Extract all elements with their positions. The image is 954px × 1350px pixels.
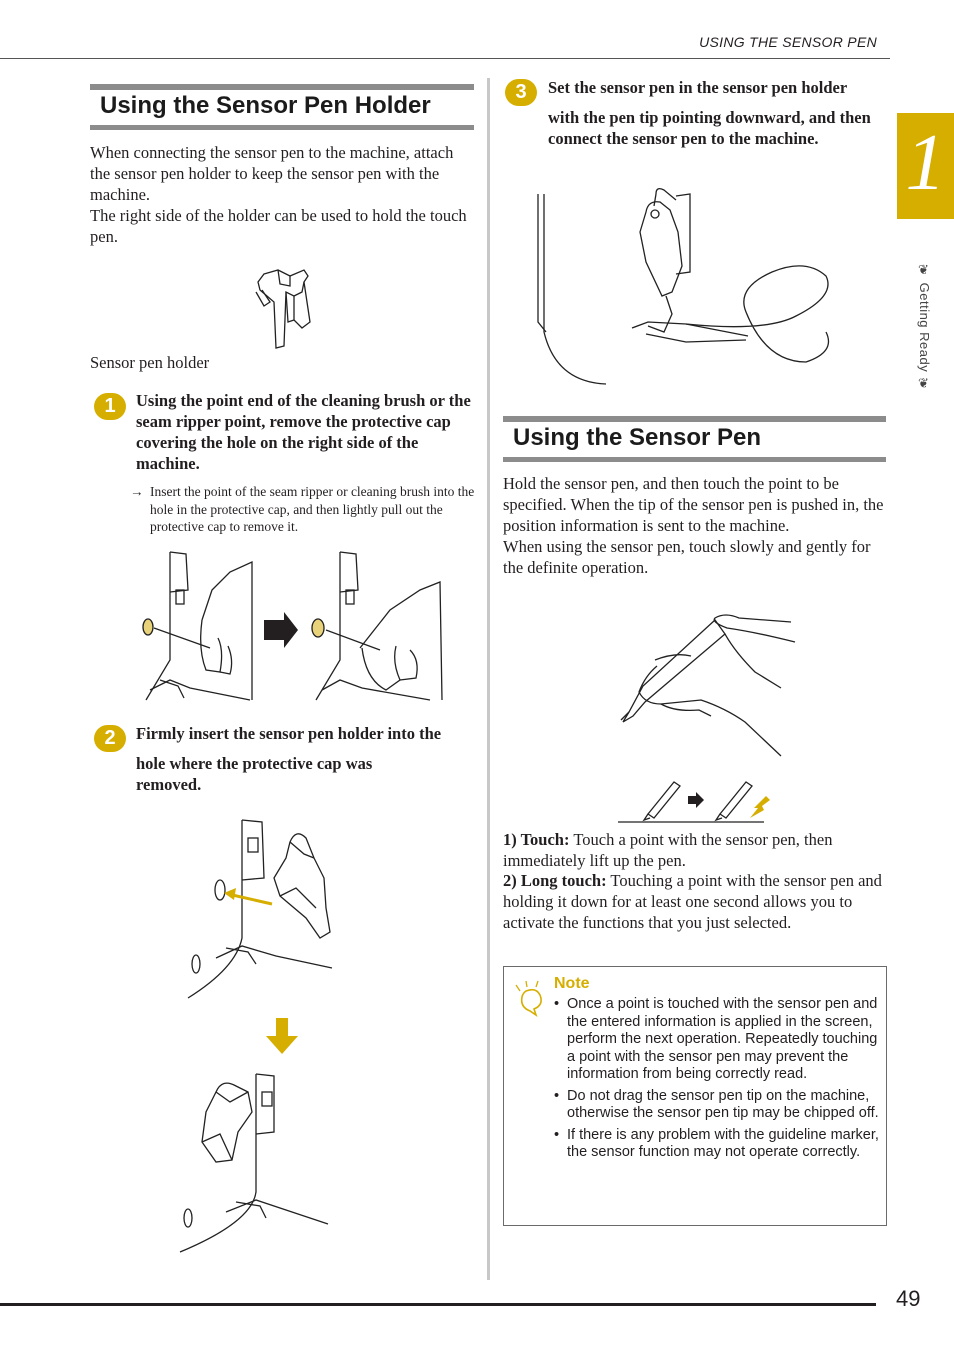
long-touch-label: 2) Long touch: (503, 871, 607, 890)
chapter-number: 1 (905, 119, 946, 207)
press-arrow-icon (750, 796, 770, 818)
connect-sensor-pen-illustration (536, 192, 846, 392)
page-number: 49 (896, 1286, 921, 1311)
paragraph: Hold the sensor pen, and then touch the point to be specified. When the tip of the sensor pen is pushed in, the position information is sent to the machine. (503, 474, 884, 535)
section-title: Using the Sensor Pen (513, 424, 762, 451)
arrow-down-icon (266, 1018, 298, 1054)
ornament-icon: ❦ (917, 262, 932, 283)
list-item: • Once a point is touched with the sensor pen and the entered information is applied in the screen, perform the next operation. Repeatedly touching a point with the sensor pen may prevent the information from being correctly read. (554, 996, 878, 1082)
lightbulb-icon (514, 981, 544, 1017)
step-3-text: with the pen tip pointing downward, and then connect the sensor pen to the machine. (548, 108, 871, 148)
paragraph: When using the sensor pen, touch slowly and gently for the definite operation. (503, 537, 871, 577)
note-box (503, 966, 887, 1226)
section-heading-sensor-pen (503, 416, 886, 462)
step-1-icon: 1 (94, 393, 126, 420)
section-heading-holder (90, 84, 474, 130)
result-arrow-icon: → (130, 484, 144, 499)
header-rule (0, 58, 890, 59)
touch-label: 1) Touch: (503, 830, 570, 849)
holder-caption: Sensor pen holder (90, 353, 210, 372)
paragraph: The right side of the holder can be used to hold the touch pen. (90, 206, 467, 246)
note-list (554, 996, 882, 1166)
column-divider (487, 78, 490, 1280)
step-2-text-line1: Firmly insert the sensor pen holder into the (136, 724, 442, 743)
long-touch-desc: 2) Long touch: Touching a point with the sensor pen and holding it down for at least one second allows you to activate the functions that you just selected. (503, 871, 882, 932)
step-1-result: → Insert the point of the seam ripper or cleaning brush into the hole in the protective cap, and then lightly pull out the protective cap to remove it. (130, 484, 475, 534)
touch-diagram (618, 778, 778, 828)
arrow-right-icon (264, 612, 298, 648)
hand-holding-pen-illustration (615, 612, 805, 762)
step-3-text-line1: Set the sensor pen in the sensor pen holder (548, 78, 848, 97)
sensor-pen-holder-illustration (250, 262, 320, 352)
section-title: Using the Sensor Pen Holder (100, 92, 431, 119)
list-item: • Do not drag the sensor pen tip on the machine, otherwise the sensor pen tip may be chipped off. (554, 1087, 879, 1121)
ornament-icon: ❦ (917, 371, 932, 392)
footer-rule (0, 1303, 876, 1306)
holder-installed-illustration (176, 1072, 336, 1257)
step-2-icon: 2 (94, 725, 126, 752)
step-3-icon: 3 (505, 79, 537, 106)
remove-cap-illustration (140, 550, 450, 710)
note-title: Note (554, 975, 590, 992)
step-2-text: hole where the protective cap was removed. (136, 754, 373, 794)
arrow-right-icon (688, 792, 704, 808)
list-item: • If there is any problem with the guideline marker, the sensor function may not operate correctly. (554, 1126, 879, 1160)
step-1-text: Using the point end of the cleaning brush or the seam ripper point, remove the protective cap covering the hole on the right side of the machine. (136, 391, 471, 473)
insert-holder-illustration (186, 818, 346, 1003)
touch-desc: 1) Touch: Touch a point with the sensor pen, then immediately lift up the pen. (503, 830, 833, 870)
running-title: USING THE SENSOR PEN (699, 34, 877, 50)
paragraph: When connecting the sensor pen to the machine, attach the sensor pen holder to keep the sensor pen with the machine. (90, 143, 454, 204)
holder-intro (90, 142, 474, 247)
sensor-pen-intro (503, 473, 887, 578)
chapter-side-label: ❦ Getting Ready ❦ (917, 262, 932, 392)
